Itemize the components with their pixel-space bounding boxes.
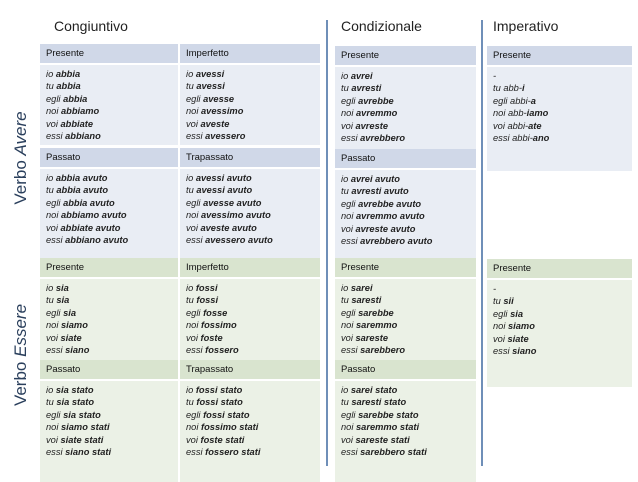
column-title-imperativo: Imperativo: [493, 18, 559, 34]
conjugation-verb: abbia: [55, 69, 81, 79]
conjugation-line: [46, 332, 178, 344]
conjugation-pronoun: essi: [341, 447, 361, 458]
conjugation-line: [186, 319, 320, 331]
row-label-essere: [11, 296, 33, 414]
conjugation-line: [186, 130, 320, 142]
conjugation-pronoun: essi: [186, 131, 206, 142]
column-divider: [481, 20, 483, 466]
tense-conjugations-essere-cong-trapassato: [180, 381, 320, 482]
conjugation-verb: siano: [65, 345, 90, 356]
conjugation-line: [186, 409, 320, 421]
conjugation-line: [493, 320, 632, 332]
conjugation-verb: fossimo: [201, 320, 237, 331]
conjugation-line: [46, 384, 178, 396]
conjugation-verb: siamo stati: [61, 422, 110, 433]
conjugation-pronoun: voi: [493, 333, 508, 344]
tense-conjugations-essere-cond-passato: [335, 381, 476, 482]
row-label-prefix: Verbo: [11, 356, 30, 407]
conjugation-pronoun: essi: [46, 131, 66, 142]
conjugation-line: [46, 130, 178, 142]
conjugation-verb: sia stato: [63, 409, 101, 420]
tense-conjugations-avere-cong-passato: [40, 169, 178, 269]
conjugation-line: [46, 282, 178, 294]
conjugation-line: [186, 446, 320, 458]
conjugation-verb: abbia: [56, 81, 81, 92]
conjugation-verb: abbia avuto: [55, 173, 108, 183]
conjugation-pronoun: voi: [46, 332, 61, 343]
conjugation-pronoun: noi abb-: [493, 108, 527, 119]
conjugation-pronoun: essi: [186, 235, 206, 246]
conjugation-pronoun: essi: [46, 345, 66, 356]
conjugation-pronoun: essi: [493, 346, 513, 357]
tense-header-avere-cong-presente: Presente: [40, 44, 178, 63]
conjugation-pronoun: voi: [341, 120, 356, 131]
conjugation-verb: sia stato: [56, 397, 95, 408]
conjugation-pronoun: egli: [186, 409, 204, 420]
conjugation-pronoun: tu: [186, 397, 197, 408]
conjugation-pronoun: voi: [186, 434, 201, 445]
conjugation-line: [493, 95, 632, 107]
conjugation-line: [46, 409, 178, 421]
conjugation-line: [493, 295, 632, 307]
conjugation-verb: avessi: [195, 69, 225, 79]
conjugation-pronoun: essi: [186, 345, 206, 356]
conjugation-verb: siate stati: [60, 434, 104, 445]
conjugation-line: [186, 93, 320, 105]
conjugation-line: [46, 105, 178, 117]
conjugation-line: [341, 210, 476, 222]
conjugation-line: [493, 132, 632, 144]
conjugation-pronoun: tu: [186, 185, 197, 196]
conjugation-line: [46, 209, 178, 221]
conjugation-verb: avrei avuto: [350, 174, 400, 184]
conjugation-line: [341, 95, 476, 107]
conjugation-verb: saresti: [351, 295, 382, 306]
tense-conjugations-essere-imp-presente: [487, 280, 632, 387]
conjugation-pronoun: io: [341, 174, 351, 184]
conjugation-pronoun: egli: [341, 198, 359, 209]
conjugation-pronoun: noi: [341, 108, 356, 119]
conjugation-line: [341, 409, 476, 421]
conjugation-line: [341, 223, 476, 235]
conjugation-verb: siamo: [508, 321, 535, 332]
conjugation-pronoun: tu: [186, 295, 197, 306]
conjugation-verb: ano: [532, 133, 550, 144]
conjugation-line: [341, 82, 476, 94]
conjugation-pronoun: egli: [341, 95, 359, 106]
tense-conjugations-avere-imp-presente: [487, 67, 632, 171]
conjugation-pronoun: -: [493, 284, 497, 294]
conjugation-line: [186, 118, 320, 130]
conjugation-line: [46, 446, 178, 458]
conjugation-pronoun: essi abbi-: [493, 133, 533, 144]
conjugation-verb: sia: [55, 283, 69, 293]
conjugation-pronoun: tu: [186, 81, 197, 92]
conjugation-line: [341, 235, 476, 247]
conjugation-verb: fossi stato: [195, 385, 243, 395]
conjugation-verb: fossi: [195, 283, 218, 293]
conjugation-pronoun: voi: [341, 223, 356, 234]
conjugation-pronoun: noi: [46, 106, 61, 117]
conjugation-verb: sarebbe stato: [358, 409, 419, 420]
conjugation-pronoun: noi: [493, 321, 508, 332]
column-divider: [326, 20, 328, 466]
conjugation-pronoun: voi abbi-: [493, 120, 529, 131]
tense-conjugations-essere-cong-passato: [40, 381, 178, 482]
tense-header-essere-cong-passato: Passato: [40, 360, 178, 379]
conjugation-pronoun: egli abbi-: [493, 95, 531, 106]
conjugation-pronoun: tu: [46, 397, 57, 408]
tense-header-avere-cong-passato: Passato: [40, 148, 178, 167]
conjugation-pronoun: essi: [186, 447, 206, 458]
conjugation-line: [186, 222, 320, 234]
conjugation-verb: avessimo: [201, 106, 244, 117]
conjugation-verb: avreste: [355, 120, 389, 131]
conjugation-pronoun: voi: [186, 118, 201, 129]
conjugation-pronoun: voi: [341, 332, 356, 343]
conjugation-verb: sii: [503, 296, 514, 307]
conjugation-pronoun: voi: [46, 434, 61, 445]
conjugation-pronoun: noi: [186, 422, 201, 433]
conjugation-verb: avessimo avuto: [201, 210, 271, 221]
conjugation-verb: siate: [507, 333, 529, 344]
conjugation-pronoun: essi: [341, 133, 361, 144]
conjugation-line: [186, 332, 320, 344]
conjugation-line: [493, 345, 632, 357]
tense-header-essere-cong-imperfetto: Imperfetto: [180, 258, 320, 277]
conjugation-line: [341, 307, 476, 319]
conjugation-line: [341, 332, 476, 344]
conjugation-pronoun: egli: [186, 93, 204, 104]
conjugation-pronoun: tu: [341, 397, 352, 408]
conjugation-pronoun: noi: [186, 320, 201, 331]
conjugation-pronoun: egli: [46, 409, 64, 420]
conjugation-verb: sarebbero stati: [360, 447, 427, 458]
conjugation-line: [46, 396, 178, 408]
conjugation-line: [341, 396, 476, 408]
conjugation-verb: fossimo stati: [201, 422, 259, 433]
conjugation-verb: avessero: [205, 131, 246, 142]
row-label-verb: Essere: [11, 303, 30, 357]
conjugation-verb: fosse: [203, 307, 228, 318]
conjugation-pronoun: noi: [46, 320, 61, 331]
conjugation-line: [341, 132, 476, 144]
conjugation-verb: abbiano: [65, 131, 101, 142]
conjugation-line: [46, 93, 178, 105]
conjugation-line: [493, 70, 632, 82]
conjugation-pronoun: io: [186, 173, 196, 183]
row-label-avere: [11, 103, 33, 213]
conjugation-verb: siano stati: [65, 447, 112, 458]
conjugation-pronoun: egli: [46, 197, 64, 208]
conjugation-verb: avremmo avuto: [356, 211, 425, 222]
conjugation-line: [341, 319, 476, 331]
conjugation-verb: sarebbero: [360, 345, 406, 356]
conjugation-pronoun: egli: [186, 197, 204, 208]
conjugation-verb: foste: [200, 332, 223, 343]
conjugation-verb: avreste avuto: [355, 223, 416, 234]
tense-header-essere-cong-trapassato: Trapassato: [180, 360, 320, 379]
tense-header-essere-cond-passato: Passato: [335, 360, 476, 379]
conjugation-verb: siamo: [61, 320, 88, 331]
conjugation-line: [341, 344, 476, 356]
conjugation-verb: avessi: [196, 81, 225, 92]
conjugation-pronoun: noi: [186, 210, 201, 221]
conjugation-pronoun: voi: [341, 434, 356, 445]
conjugation-verb: aveste avuto: [200, 222, 257, 233]
conjugation-pronoun: tu: [493, 296, 504, 307]
conjugation-line: [341, 185, 476, 197]
conjugation-pronoun: io: [341, 385, 351, 395]
conjugation-verb: sia stato: [55, 385, 94, 395]
conjugation-line: [46, 344, 178, 356]
conjugation-verb: fossi: [196, 295, 219, 306]
conjugation-line: [46, 294, 178, 306]
conjugation-verb: sia: [56, 295, 70, 306]
conjugation-verb: abbiate avuto: [60, 222, 121, 233]
tense-header-avere-cong-trapassato: Trapassato: [180, 148, 320, 167]
conjugation-line: [46, 68, 178, 80]
conjugation-verb: siate: [60, 332, 82, 343]
conjugation-line: [186, 307, 320, 319]
conjugation-verb: sia: [63, 307, 76, 318]
conjugation-pronoun: egli: [493, 308, 511, 319]
conjugation-line: [186, 234, 320, 246]
conjugation-verb: avesse: [203, 93, 235, 104]
conjugation-verb: sareste: [355, 332, 389, 343]
tense-conjugations-avere-cond-passato: [335, 170, 476, 269]
conjugation-pronoun: noi: [341, 422, 356, 433]
conjugation-verb: abbia avuto: [56, 185, 109, 196]
conjugation-line: [341, 173, 476, 185]
row-label-verb: Avere: [11, 111, 30, 156]
conjugation-verb: avessi avuto: [195, 173, 252, 183]
conjugation-line: [186, 384, 320, 396]
tense-header-essere-cong-presente: Presente: [40, 258, 178, 277]
conjugation-line: [341, 294, 476, 306]
conjugation-line: [186, 209, 320, 221]
conjugation-verb: ate: [528, 120, 542, 131]
row-label-prefix: Verbo: [11, 155, 30, 205]
conjugation-verb: avesse avuto: [203, 197, 262, 208]
conjugation-pronoun: noi: [186, 106, 201, 117]
conjugation-verb: avessi avuto: [196, 185, 253, 196]
conjugation-pronoun: -: [493, 71, 497, 81]
conjugation-verb: abbiamo: [61, 106, 100, 117]
conjugation-line: [493, 308, 632, 320]
conjugation-line: [46, 421, 178, 433]
conjugation-pronoun: egli: [341, 307, 359, 318]
conjugation-verb: avresti: [351, 83, 382, 94]
tense-header-essere-imp-presente: Presente: [487, 259, 632, 278]
conjugation-verb: sia: [510, 308, 523, 319]
conjugation-pronoun: io: [46, 173, 56, 183]
conjugation-verb: aveste: [200, 118, 230, 129]
conjugation-pronoun: io: [46, 385, 56, 395]
conjugation-verb: saremmo stati: [356, 422, 420, 433]
conjugation-pronoun: tu: [46, 295, 57, 306]
conjugation-verb: fossi stato: [196, 397, 243, 408]
conjugation-line: [493, 283, 632, 295]
conjugation-pronoun: io: [186, 385, 196, 395]
conjugation-line: [186, 105, 320, 117]
conjugation-line: [493, 107, 632, 119]
conjugation-line: [46, 319, 178, 331]
conjugation-line: [46, 80, 178, 92]
conjugation-verb: avrebbe: [358, 95, 394, 106]
conjugation-verb: iamo: [526, 108, 549, 119]
conjugation-line: [46, 307, 178, 319]
conjugation-line: [186, 197, 320, 209]
conjugation-pronoun: egli: [46, 93, 64, 104]
conjugation-line: [341, 446, 476, 458]
tense-header-avere-cond-passato: Passato: [335, 149, 476, 168]
conjugation-verb: avessero avuto: [205, 235, 273, 246]
conjugation-verb: sarebbe: [358, 307, 394, 318]
conjugation-pronoun: voi: [46, 118, 61, 129]
conjugation-line: [46, 118, 178, 130]
column-title-congiuntivo: Congiuntivo: [54, 18, 128, 34]
tense-header-avere-cong-imperfetto: Imperfetto: [180, 44, 320, 63]
conjugation-verb: sarei: [350, 283, 373, 293]
conjugation-pronoun: egli: [341, 409, 359, 420]
conjugation-line: [186, 282, 320, 294]
conjugation-line: [186, 344, 320, 356]
conjugation-line: [46, 184, 178, 196]
conjugation-pronoun: io: [341, 71, 351, 81]
conjugation-line: [46, 172, 178, 184]
tense-conjugations-avere-cong-presente: [40, 65, 178, 145]
conjugation-verb: fossi stato: [203, 409, 250, 420]
tense-conjugations-avere-cong-trapassato: [180, 169, 320, 269]
tense-header-avere-cond-presente: Presente: [335, 46, 476, 65]
conjugation-verb: abbia avuto: [63, 197, 115, 208]
tense-conjugations-avere-cong-imperfetto: [180, 65, 320, 145]
conjugation-pronoun: io: [46, 69, 56, 79]
conjugation-line: [493, 120, 632, 132]
conjugation-line: [341, 421, 476, 433]
conjugation-line: [186, 396, 320, 408]
conjugation-verb: siano: [512, 346, 537, 357]
conjugation-pronoun: tu: [46, 185, 57, 196]
conjugation-line: [341, 434, 476, 446]
conjugation-pronoun: tu: [341, 295, 352, 306]
conjugation-pronoun: essi: [46, 447, 66, 458]
conjugation-line: [493, 333, 632, 345]
conjugation-pronoun: essi: [341, 345, 361, 356]
conjugation-verb: foste stati: [200, 434, 245, 445]
conjugation-line: [186, 80, 320, 92]
conjugation-verb: sareste stati: [355, 434, 410, 445]
conjugation-verb: saresti stato: [351, 397, 407, 408]
conjugation-line: [46, 434, 178, 446]
conjugation-verb: a: [530, 95, 536, 106]
conjugation-pronoun: egli: [46, 307, 64, 318]
conjugation-pronoun: io: [186, 69, 196, 79]
conjugation-pronoun: noi: [341, 320, 356, 331]
conjugation-line: [341, 107, 476, 119]
conjugation-line: [493, 82, 632, 94]
conjugation-verb: fossero stati: [205, 447, 261, 458]
conjugation-pronoun: io: [341, 283, 351, 293]
conjugation-pronoun: essi: [341, 236, 361, 247]
conjugation-line: [186, 68, 320, 80]
conjugation-verb: avrebbe avuto: [358, 198, 422, 209]
tense-header-essere-cond-presente: Presente: [335, 258, 476, 277]
conjugation-line: [186, 434, 320, 446]
conjugation-verb: abbia: [63, 93, 88, 104]
conjugation-pronoun: voi: [186, 332, 201, 343]
conjugation-line: [186, 294, 320, 306]
conjugation-verb: i: [521, 83, 525, 94]
conjugation-line: [186, 184, 320, 196]
conjugation-pronoun: essi: [46, 235, 66, 246]
conjugation-verb: saremmo: [356, 320, 398, 331]
conjugation-pronoun: noi: [46, 422, 61, 433]
conjugation-verb: avremmo: [356, 108, 398, 119]
conjugation-line: [46, 197, 178, 209]
conjugation-verb: abbiamo avuto: [61, 210, 127, 221]
conjugation-line: [341, 198, 476, 210]
conjugation-pronoun: io: [186, 283, 196, 293]
conjugation-pronoun: tu: [341, 186, 352, 197]
conjugation-verb: avrebbero: [360, 133, 406, 144]
conjugation-line: [186, 172, 320, 184]
conjugation-line: [46, 222, 178, 234]
conjugation-verb: avrebbero avuto: [360, 236, 433, 247]
conjugation-pronoun: tu: [341, 83, 352, 94]
conjugation-pronoun: egli: [186, 307, 204, 318]
conjugation-pronoun: noi: [341, 211, 356, 222]
conjugation-pronoun: tu abb-: [493, 83, 522, 94]
conjugation-pronoun: io: [46, 283, 56, 293]
conjugation-line: [46, 234, 178, 246]
conjugation-line: [341, 70, 476, 82]
conjugation-verb: sarei stato: [350, 385, 398, 395]
conjugation-pronoun: noi: [46, 210, 61, 221]
conjugation-verb: avresti avuto: [351, 186, 409, 197]
conjugation-pronoun: tu: [46, 81, 57, 92]
conjugation-line: [341, 282, 476, 294]
tense-header-avere-imp-presente: Presente: [487, 46, 632, 65]
conjugation-verb: abbiate: [60, 118, 94, 129]
conjugation-pronoun: voi: [46, 222, 61, 233]
conjugation-verb: avrei: [350, 71, 373, 81]
conjugation-verb: abbiano avuto: [65, 235, 129, 246]
conjugation-verb: fossero: [205, 345, 239, 356]
conjugation-pronoun: voi: [186, 222, 201, 233]
conjugation-line: [341, 120, 476, 132]
conjugation-line: [341, 384, 476, 396]
column-title-condizionale: Condizionale: [341, 18, 422, 34]
conjugation-line: [186, 421, 320, 433]
